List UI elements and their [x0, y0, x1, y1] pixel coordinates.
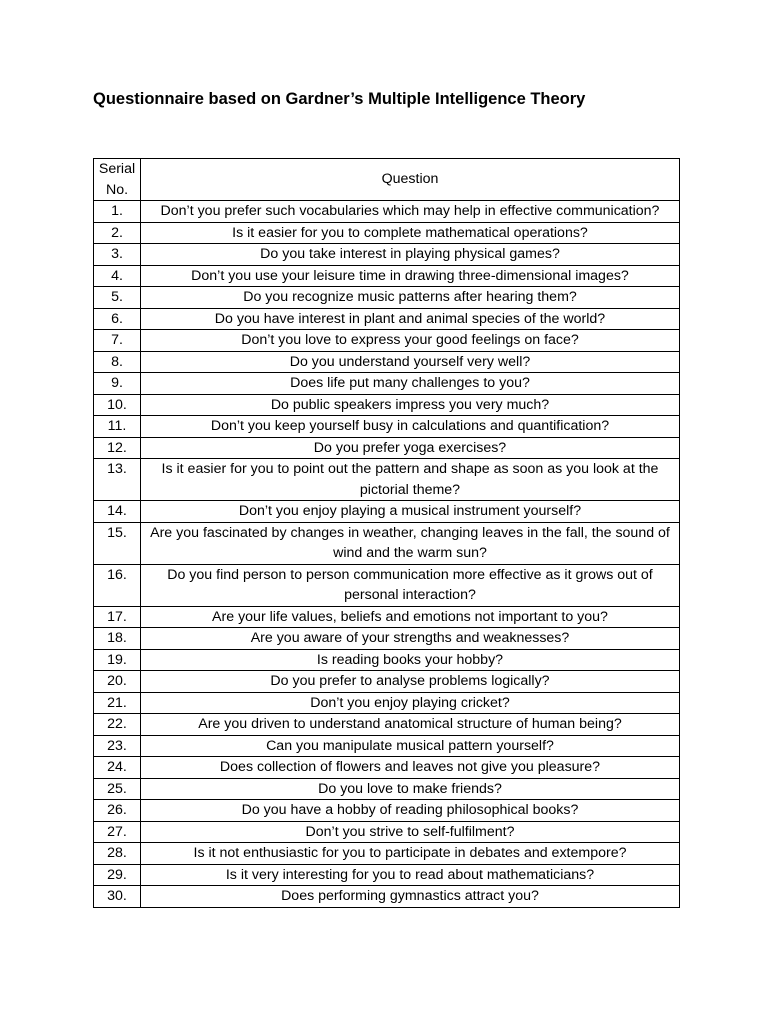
serial-number-cell: 26. [94, 800, 141, 822]
question-cell: Do you find person to person communication more effective as it grows out of personal interaction? [141, 564, 680, 606]
serial-number-cell: 8. [94, 351, 141, 373]
table-row [94, 351, 680, 373]
question-cell: Are your life values, beliefs and emotions not important to you? [141, 606, 680, 628]
question-cell: Do you take interest in playing physical games? [141, 244, 680, 266]
table-row [94, 394, 680, 416]
serial-number-cell: 11. [94, 416, 141, 438]
question-cell: Do you prefer yoga exercises? [141, 437, 680, 459]
serial-number-cell: 25. [94, 778, 141, 800]
table-row [94, 437, 680, 459]
table-row [94, 564, 680, 606]
serial-number-cell: 28. [94, 843, 141, 865]
table-row [94, 649, 680, 671]
serial-number-cell: 1. [94, 201, 141, 223]
serial-number-cell: 22. [94, 714, 141, 736]
serial-number-cell: 10. [94, 394, 141, 416]
serial-number-cell: 30. [94, 886, 141, 908]
question-cell: Don’t you prefer such vocabularies which may help in effective communication? [141, 201, 680, 223]
table-row [94, 287, 680, 309]
question-cell: Do you love to make friends? [141, 778, 680, 800]
table-header-row [94, 159, 680, 201]
table-row [94, 628, 680, 650]
serial-number-cell: 16. [94, 564, 141, 606]
table-row [94, 606, 680, 628]
serial-number-cell: 27. [94, 821, 141, 843]
table-row [94, 308, 680, 330]
table-row [94, 459, 680, 501]
serial-number-cell: 4. [94, 265, 141, 287]
question-cell: Do public speakers impress you very much? [141, 394, 680, 416]
question-cell: Can you manipulate musical pattern yourself? [141, 735, 680, 757]
question-cell: Does life put many challenges to you? [141, 373, 680, 395]
question-cell: Don’t you enjoy playing cricket? [141, 692, 680, 714]
table-row [94, 222, 680, 244]
table-row [94, 201, 680, 223]
serial-number-cell: 3. [94, 244, 141, 266]
table-row [94, 800, 680, 822]
question-cell: Is it easier for you to complete mathematical operations? [141, 222, 680, 244]
question-cell: Is it easier for you to point out the pattern and shape as soon as you look at the pictorial theme? [141, 459, 680, 501]
question-cell: Is it not enthusiastic for you to participate in debates and extempore? [141, 843, 680, 865]
table-row [94, 757, 680, 779]
serial-number-cell: 20. [94, 671, 141, 693]
serial-number-cell: 17. [94, 606, 141, 628]
question-cell: Do you have interest in plant and animal species of the world? [141, 308, 680, 330]
question-cell: Do you recognize music patterns after hearing them? [141, 287, 680, 309]
question-column-header: Question [141, 159, 680, 201]
table-row [94, 864, 680, 886]
question-cell: Does collection of flowers and leaves not give you pleasure? [141, 757, 680, 779]
serial-number-cell: 23. [94, 735, 141, 757]
questionnaire-table [93, 158, 680, 908]
serial-number-cell: 2. [94, 222, 141, 244]
table-row [94, 821, 680, 843]
serial-number-cell: 9. [94, 373, 141, 395]
question-cell: Does performing gymnastics attract you? [141, 886, 680, 908]
table-row [94, 330, 680, 352]
serial-number-cell: 12. [94, 437, 141, 459]
table-row [94, 671, 680, 693]
question-cell: Are you aware of your strengths and weaknesses? [141, 628, 680, 650]
serial-number-cell: 15. [94, 522, 141, 564]
serial-number-cell: 29. [94, 864, 141, 886]
table-row [94, 373, 680, 395]
serial-number-cell: 18. [94, 628, 141, 650]
question-cell: Don’t you strive to self-fulfilment? [141, 821, 680, 843]
questionnaire-table-body [94, 201, 680, 908]
serial-number-cell: 19. [94, 649, 141, 671]
question-cell: Do you understand yourself very well? [141, 351, 680, 373]
serial-number-cell: 13. [94, 459, 141, 501]
serial-column-header: Serial No. [94, 159, 141, 201]
table-row [94, 843, 680, 865]
question-cell: Are you driven to understand anatomical structure of human being? [141, 714, 680, 736]
table-row [94, 244, 680, 266]
table-row [94, 265, 680, 287]
serial-number-cell: 7. [94, 330, 141, 352]
serial-number-cell: 6. [94, 308, 141, 330]
serial-number-cell: 21. [94, 692, 141, 714]
question-cell: Is reading books your hobby? [141, 649, 680, 671]
serial-number-cell: 5. [94, 287, 141, 309]
question-cell: Is it very interesting for you to read about mathematicians? [141, 864, 680, 886]
table-row [94, 501, 680, 523]
document-title: Questionnaire based on Gardner’s Multiple Intelligence Theory [93, 90, 586, 108]
table-row [94, 735, 680, 757]
question-cell: Do you prefer to analyse problems logically? [141, 671, 680, 693]
serial-number-cell: 14. [94, 501, 141, 523]
table-row [94, 692, 680, 714]
question-cell: Don’t you love to express your good feelings on face? [141, 330, 680, 352]
table-row [94, 886, 680, 908]
question-cell: Don’t you keep yourself busy in calculations and quantification? [141, 416, 680, 438]
table-row [94, 714, 680, 736]
question-cell: Do you have a hobby of reading philosophical books? [141, 800, 680, 822]
question-cell: Don’t you use your leisure time in drawing three-dimensional images? [141, 265, 680, 287]
table-row [94, 778, 680, 800]
table-row [94, 416, 680, 438]
table-row [94, 522, 680, 564]
question-cell: Are you fascinated by changes in weather, changing leaves in the fall, the sound of wind and the warm sun? [141, 522, 680, 564]
question-cell: Don’t you enjoy playing a musical instrument yourself? [141, 501, 680, 523]
serial-number-cell: 24. [94, 757, 141, 779]
